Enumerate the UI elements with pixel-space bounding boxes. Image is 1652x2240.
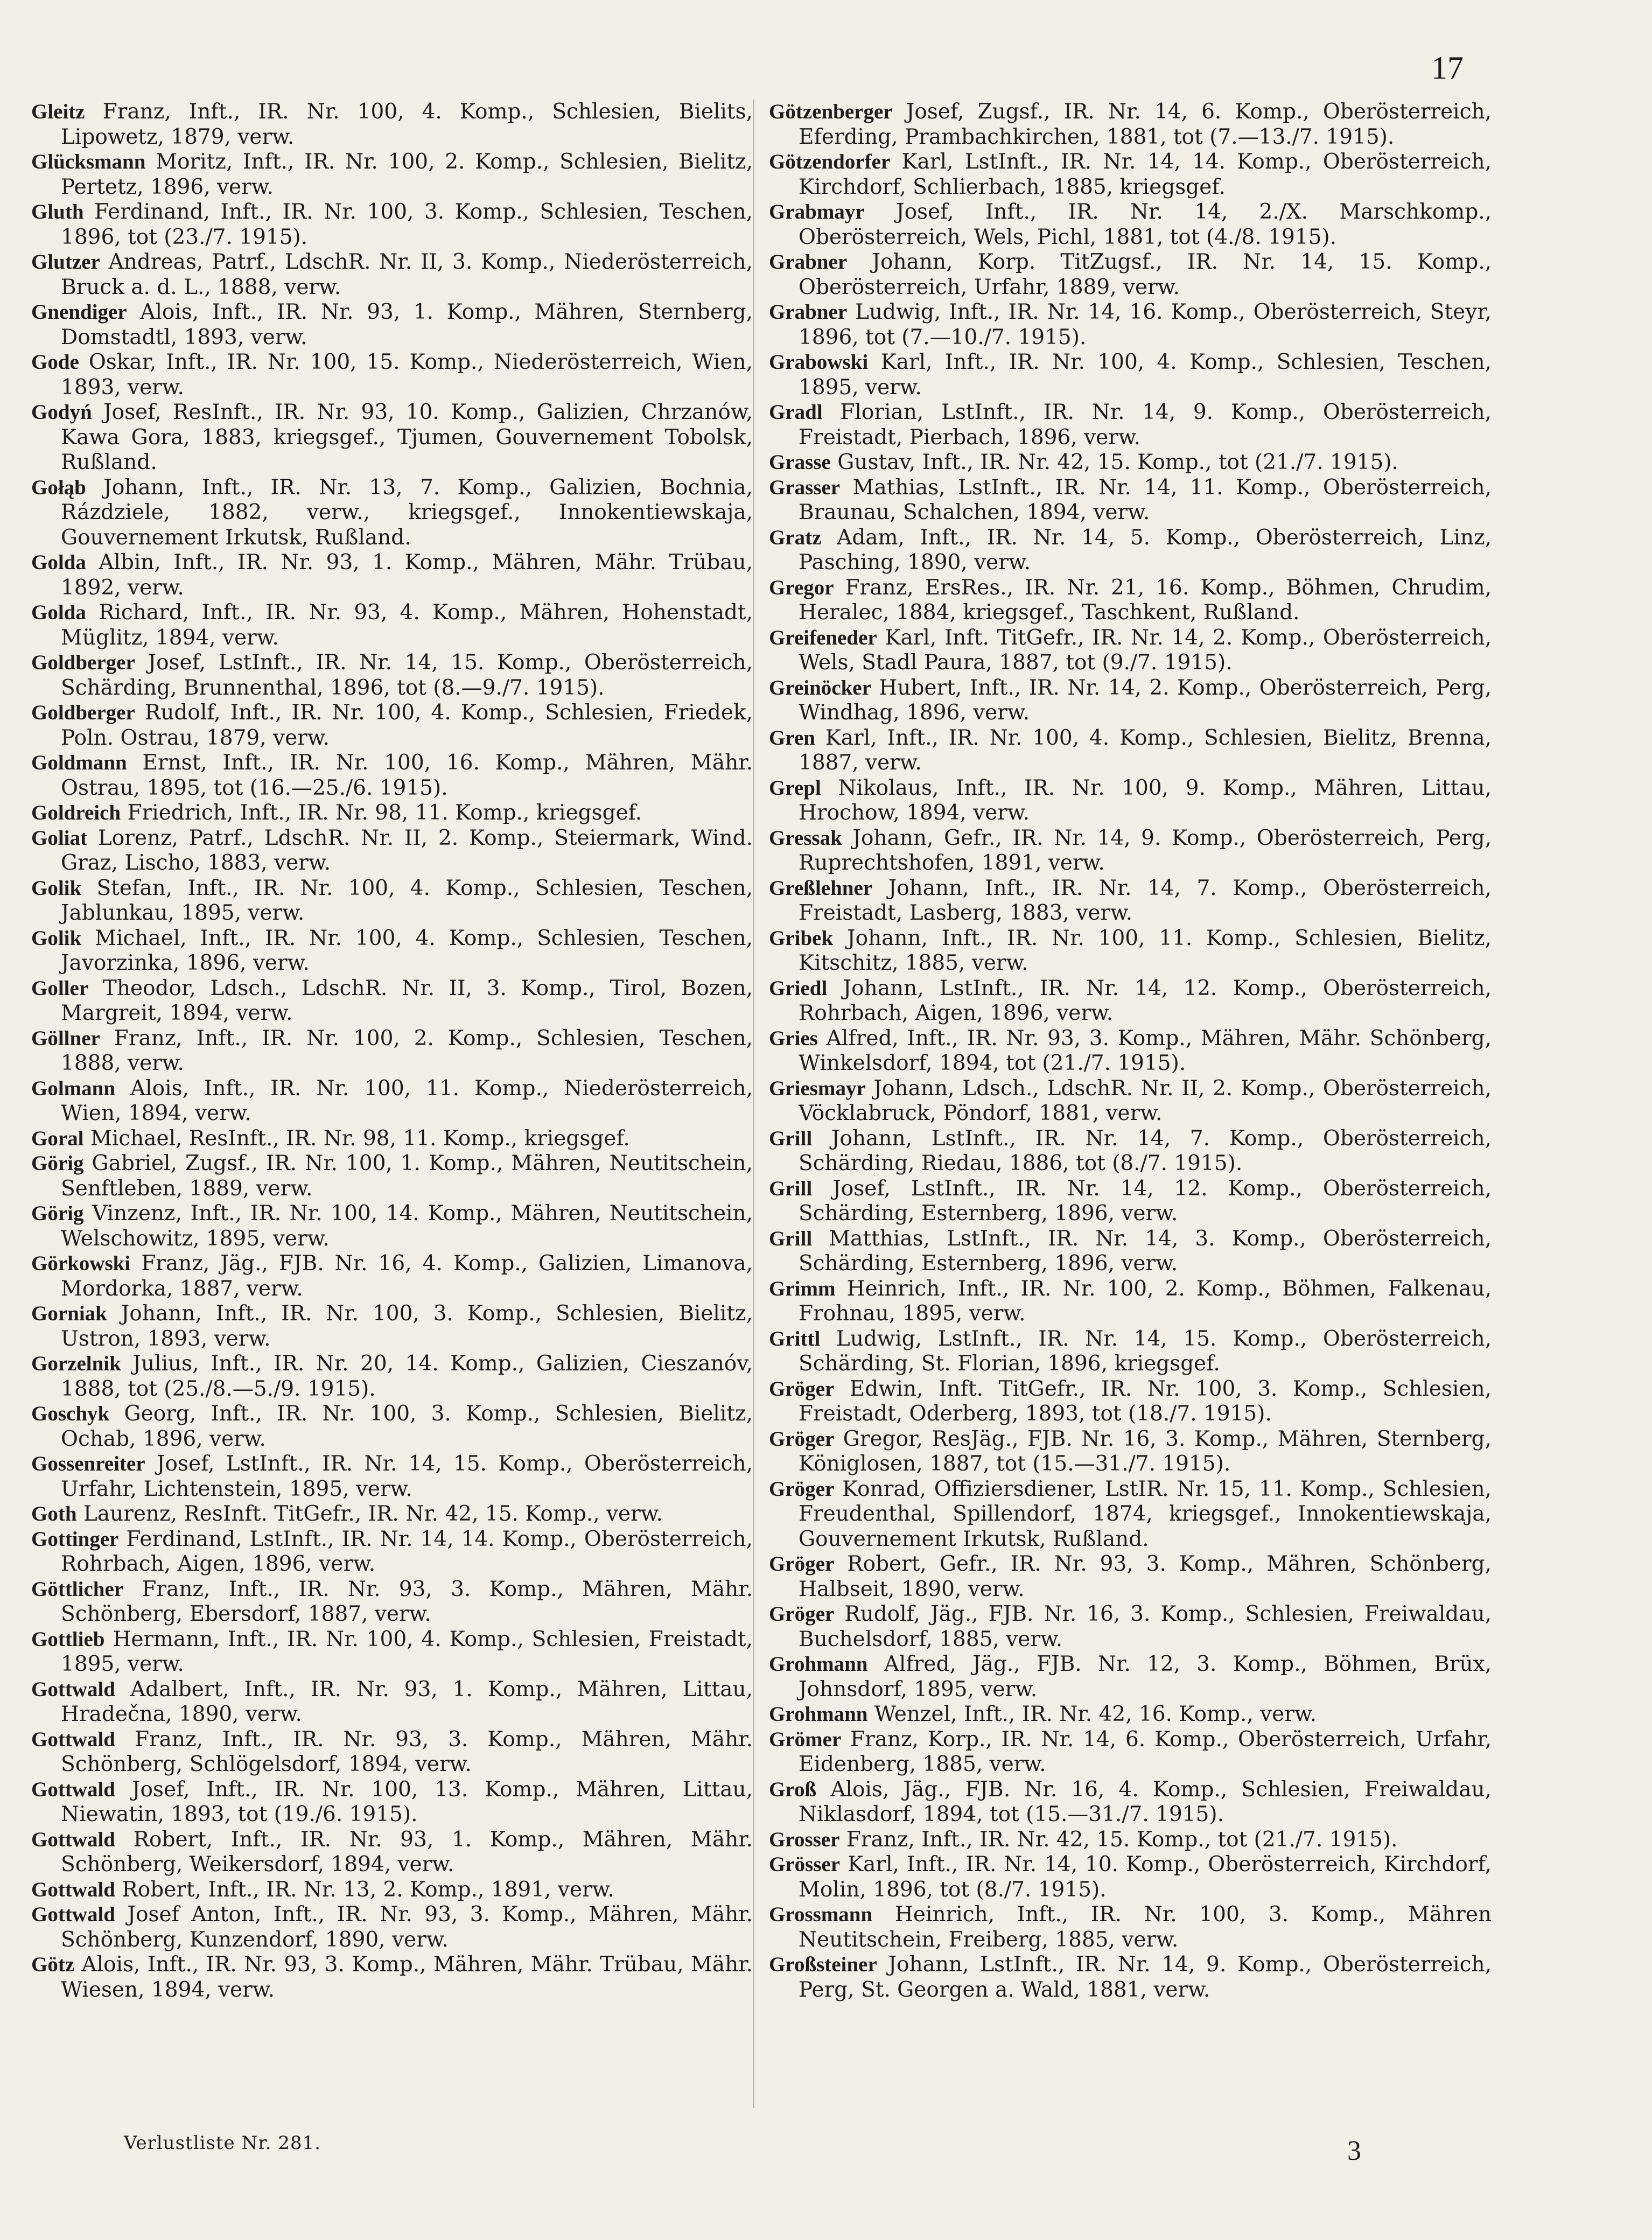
entry-surname: Golik: [31, 926, 82, 950]
casualty-entry: [31, 1577, 753, 1627]
footer-label: Verlustliste Nr.: [124, 2132, 272, 2154]
entry-surname: Golmann: [31, 1076, 116, 1100]
entry-surname: Gröger: [769, 1602, 835, 1626]
casualty-entry: [31, 1677, 753, 1727]
entry-surname: Gottwald: [31, 1727, 115, 1751]
entry-details: Ludwig, LstInft., IR. Nr. 14, 15. Komp., Oberösterreich, Schärding, St. Florian, 1896, kriegsgef.: [799, 1326, 1492, 1376]
entry-surname: Grabmayr: [769, 200, 865, 223]
entry-details: Ludwig, Inft., IR. Nr. 14, 16. Komp., Oberösterreich, Steyr, 1896, tot (7.—10./7. 1915).: [799, 300, 1492, 349]
entry-surname: Goschyk: [31, 1402, 110, 1425]
casualty-entry: [31, 1952, 753, 2003]
entry-surname: Gottwald: [31, 1878, 115, 1901]
entry-surname: Göttlicher: [31, 1577, 124, 1601]
entry-details: Michael, ResInft., IR. Nr. 98, 11. Komp., kriegsgef.: [90, 1126, 630, 1151]
entry-surname: Götzendorfer: [769, 150, 891, 173]
casualty-entry: [769, 1602, 1492, 1652]
casualty-entry: [769, 1552, 1492, 1602]
entry-details: Robert, Inft., IR. Nr. 93, 1. Komp., Mähren, Mähr. Schönberg, Weikersdorf, 1894, verw.: [61, 1827, 753, 1877]
entry-details: Moritz, Inft., IR. Nr. 100, 2. Komp., Schlesien, Bielitz, Pertetz, 1896, verw.: [61, 150, 753, 199]
casualty-entry: [31, 1251, 753, 1301]
entry-details: Alois, Inft., IR. Nr. 93, 3. Komp., Mähren, Mähr. Trübau, Mähr. Wiesen, 1894, verw.: [61, 1952, 753, 2002]
entry-details: Johann, LstInft., IR. Nr. 14, 9. Komp., Oberösterreich, Perg, St. Georgen a. Wald, 1881, verw.: [799, 1952, 1492, 2002]
casualty-entry: [31, 350, 753, 400]
casualty-entry: [31, 200, 753, 250]
entry-surname: Gottlieb: [31, 1627, 105, 1651]
entry-details: Florian, LstInft., IR. Nr. 14, 9. Komp., Oberösterreich, Freistadt, Pierbach, 1896, verw.: [799, 400, 1492, 450]
entry-details: Rudolf, Inft., IR. Nr. 100, 4. Komp., Schlesien, Friedek, Poln. Ostrau, 1879, verw.: [61, 701, 753, 750]
casualty-entry: [769, 1277, 1492, 1327]
entry-details: Alfred, Inft., IR. Nr. 93, 3. Komp., Mähren, Mähr. Schönberg, Winkelsdorf, 1894, tot (21./7. 1915).: [799, 1026, 1492, 1075]
entry-details: Heinrich, Inft., IR. Nr. 100, 3. Komp., Mähren Neutitschein, Freiberg, 1885, verw.: [799, 1902, 1492, 1952]
casualty-entry: [769, 676, 1492, 726]
casualty-entry: [769, 300, 1492, 350]
entry-surname: Grabner: [769, 300, 848, 324]
entry-details: Mathias, LstInft., IR. Nr. 14, 11. Komp., Oberösterreich, Braunau, Schalchen, 1894, verw.: [799, 475, 1492, 524]
entry-details: Wenzel, Inft., IR. Nr. 42, 16. Komp., verw.: [874, 1702, 1317, 1726]
entry-details: Richard, Inft., IR. Nr. 93, 4. Komp., Mähren, Hohenstadt, Müglitz, 1894, verw.: [61, 600, 753, 650]
entry-surname: Gode: [31, 351, 79, 374]
entry-surname: Grasse: [769, 451, 831, 474]
entry-surname: Golda: [31, 551, 86, 574]
entry-surname: Gottwald: [31, 1677, 115, 1701]
entry-details: Josef, Inft., IR. Nr. 14, 2./X. Marschkomp., Oberösterreich, Wels, Pichl, 1881, tot (4./8. 1915).: [799, 200, 1492, 249]
entry-details: Johann, Inft., IR. Nr. 100, 3. Komp., Schlesien, Bielitz, Ustron, 1893, verw.: [61, 1301, 753, 1351]
casualty-entry: [769, 1327, 1492, 1377]
casualty-entry: [31, 150, 753, 200]
casualty-entry: [769, 1828, 1492, 1853]
casualty-entry: [769, 726, 1492, 776]
footer-note: [124, 2132, 321, 2154]
entry-details: Johann, Korp. TitZugsf., IR. Nr. 14, 15. Komp., Oberösterreich, Urfahr, 1889, verw.: [799, 250, 1492, 299]
casualty-entry: [769, 1952, 1492, 2003]
casualty-entry: [769, 475, 1492, 526]
casualty-entry: [769, 826, 1492, 876]
entry-details: Robert, Inft., IR. Nr. 13, 2. Komp., 1891, verw.: [122, 1877, 614, 1902]
casualty-entry: [769, 876, 1492, 926]
entry-details: Franz, Korp., IR. Nr. 14, 6. Komp., Oberösterreich, Urfahr, Eidenberg, 1885, verw.: [799, 1727, 1492, 1776]
entry-details: Karl, Inft., IR. Nr. 100, 4. Komp., Schlesien, Bielitz, Brenna, 1887, verw.: [799, 725, 1492, 775]
entry-surname: Gren: [769, 726, 815, 750]
entry-surname: Greinöcker: [769, 676, 871, 699]
entry-details: Hubert, Inft., IR. Nr. 14, 2. Komp., Oberösterreich, Perg, Windhag, 1896, verw.: [799, 675, 1492, 725]
entry-details: Josef, LstInft., IR. Nr. 14, 15. Komp., Oberösterreich, Urfahr, Lichtenstein, 1895, verw.: [61, 1452, 753, 1501]
right-column: [769, 100, 1492, 2003]
entry-surname: Grittl: [769, 1327, 821, 1350]
casualty-entry: [31, 1527, 753, 1577]
entry-surname: Götz: [31, 1953, 75, 1976]
casualty-entry: [31, 801, 753, 826]
entry-details: Alois, Jäg., FJB. Nr. 16, 4. Komp., Schlesien, Freiwaldau, Niklasdorf, 1894, tot (15.—31./7. 1915).: [799, 1777, 1492, 1826]
casualty-entry: [769, 1026, 1492, 1076]
column-divider: [753, 100, 754, 2108]
casualty-entry: [31, 400, 753, 475]
casualty-entry: [31, 926, 753, 976]
entry-details: Edwin, Inft. TitGefr., IR. Nr. 100, 3. Komp., Schlesien, Freistadt, Oderberg, 1893, tot (18./7. 1915).: [799, 1376, 1492, 1426]
entry-surname: Golik: [31, 876, 82, 900]
entry-surname: Golda: [31, 601, 86, 624]
entry-surname: Grossmann: [769, 1903, 873, 1926]
casualty-entry: [31, 1502, 753, 1527]
casualty-entry: [31, 650, 753, 701]
casualty-entry: [769, 1777, 1492, 1828]
casualty-entry: [31, 100, 753, 150]
entry-surname: Goliat: [31, 826, 87, 850]
left-column: [31, 100, 753, 2003]
entry-surname: Glutzer: [31, 250, 100, 274]
entry-details: Josef, LstInft., IR. Nr. 14, 15. Komp., Oberösterreich, Schärding, Brunnenthal, 1896, tot (8.—9./7. 1915).: [61, 650, 753, 700]
entry-surname: Gossenreiter: [31, 1452, 145, 1475]
entry-surname: Grepl: [769, 776, 821, 800]
casualty-entry: [769, 150, 1492, 200]
casualty-entry: [31, 751, 753, 801]
entry-surname: Großsteiner: [769, 1953, 877, 1976]
casualty-entry: [769, 1652, 1492, 1702]
entry-surname: Grill: [769, 1177, 813, 1200]
casualty-entry: [31, 550, 753, 600]
sheet-mark: 3: [1347, 2136, 1361, 2166]
entry-details: Alois, Inft., IR. Nr. 93, 1. Komp., Mähren, Sternberg, Domstadtl, 1893, verw.: [61, 300, 753, 349]
casualty-entry: [31, 1777, 753, 1828]
entry-surname: Gröger: [769, 1377, 835, 1401]
entry-surname: Grill: [769, 1227, 813, 1250]
entry-details: Franz, Inft., IR. Nr. 93, 3. Komp., Mähren, Mähr. Schönberg, Schlögelsdorf, 1894, verw.: [61, 1727, 753, 1776]
casualty-entry: [769, 1377, 1492, 1427]
entry-details: Gustav, Inft., IR. Nr. 42, 15. Komp., tot (21./7. 1915).: [837, 450, 1398, 474]
entry-details: Heinrich, Inft., IR. Nr. 100, 2. Komp., Böhmen, Falkenau, Frohnau, 1895, verw.: [799, 1276, 1492, 1326]
casualty-entry: [31, 1727, 753, 1777]
entry-details: Alois, Inft., IR. Nr. 100, 11. Komp., Niederösterreich, Wien, 1894, verw.: [61, 1076, 753, 1125]
entry-surname: Greßlehner: [769, 876, 873, 900]
entry-surname: Gnendiger: [31, 300, 127, 324]
entry-surname: Gressak: [769, 826, 842, 850]
casualty-entry: [769, 350, 1492, 400]
footer-number: 281.: [278, 2132, 321, 2154]
entry-surname: Godyń: [31, 401, 92, 424]
entry-surname: Glücksmann: [31, 150, 146, 173]
entry-details: Julius, Inft., IR. Nr. 20, 14. Komp., Galizien, Cieszanóv, 1888, tot (25./8.—5./9. 1915).: [61, 1352, 753, 1401]
entry-details: Konrad, Offiziersdiener, LstIR. Nr. 15, 11. Komp., Schlesien, Freudenthal, Spillendorf, 1874, kriegsgef., Innokentiewskaja, Gouvernement Irkutsk, Rußland.: [799, 1476, 1492, 1551]
entry-surname: Grömer: [769, 1727, 842, 1751]
entry-details: Oskar, Inft., IR. Nr. 100, 15. Komp., Niederösterreich, Wien, 1893, verw.: [61, 350, 753, 400]
entry-details: Johann, LstInft., IR. Nr. 14, 7. Komp., Oberösterreich, Schärding, Riedau, 1886, tot (8./7. 1915).: [799, 1126, 1492, 1175]
entry-surname: Gołąb: [31, 475, 86, 499]
entry-surname: Gröger: [769, 1427, 835, 1451]
casualty-entry: [31, 1201, 753, 1251]
casualty-entry: [769, 776, 1492, 826]
entry-surname: Götzenberger: [769, 100, 893, 123]
entry-details: Alfred, Jäg., FJB. Nr. 12, 3. Komp., Böhmen, Brüx, Johnsdorf, 1895, verw.: [799, 1652, 1492, 1702]
entry-details: Friedrich, Inft., IR. Nr. 98, 11. Komp., kriegsgef.: [127, 801, 642, 825]
entry-details: Karl, LstInft., IR. Nr. 14, 14. Komp., Oberösterreich, Kirchdorf, Schlierbach, 1885, kriegsgef.: [799, 150, 1492, 199]
casualty-entry: [769, 100, 1492, 150]
casualty-entry: [769, 250, 1492, 300]
entry-details: Lorenz, Patrf., LdschR. Nr. II, 2. Komp., Steiermark, Wind. Graz, Lischo, 1883, verw.: [61, 825, 753, 875]
casualty-entry: [31, 1301, 753, 1352]
entry-surname: Goldreich: [31, 801, 121, 824]
casualty-entry: [31, 250, 753, 300]
entry-surname: Groß: [769, 1777, 817, 1801]
entry-details: Georg, Inft., IR. Nr. 100, 3. Komp., Schlesien, Bielitz, Ochab, 1896, verw.: [61, 1402, 753, 1451]
entry-surname: Griesmayr: [769, 1076, 866, 1100]
casualty-entry: [769, 1177, 1492, 1227]
casualty-entry: [769, 1852, 1492, 1902]
entry-details: Robert, Gefr., IR. Nr. 93, 3. Komp., Mähren, Schönberg, Halbseit, 1890, verw.: [799, 1552, 1492, 1601]
casualty-entry: [31, 876, 753, 926]
entry-details: Johann, Inft., IR. Nr. 14, 7. Komp., Oberösterreich, Freistadt, Lasberg, 1883, verw.: [799, 876, 1492, 925]
casualty-entry: [31, 1878, 753, 1903]
casualty-entry: [769, 450, 1492, 475]
entry-surname: Grabowski: [769, 351, 869, 374]
entry-surname: Goldmann: [31, 751, 127, 774]
casualty-entry: [31, 1076, 753, 1126]
casualty-entry: [31, 701, 753, 751]
entry-details: Franz, Inft., IR. Nr. 100, 2. Komp., Schlesien, Teschen, 1888, verw.: [61, 1026, 753, 1075]
casualty-entry: [31, 475, 753, 551]
casualty-entry: [31, 300, 753, 350]
entry-surname: Goller: [31, 976, 89, 1000]
entry-surname: Goldberger: [31, 701, 135, 724]
casualty-entry: [31, 600, 753, 650]
entry-surname: Greifeneder: [769, 626, 877, 649]
entry-details: Michael, Inft., IR. Nr. 100, 4. Komp., Schlesien, Teschen, Javorzinka, 1896, verw.: [61, 926, 753, 975]
casualty-entry: [769, 926, 1492, 976]
entry-details: Vinzenz, Inft., IR. Nr. 100, 14. Komp., Mähren, Neutitschein, Welschowitz, 1895, verw.: [61, 1201, 753, 1251]
casualty-entry: [31, 826, 753, 876]
entry-details: Johann, Ldsch., LdschR. Nr. II, 2. Komp., Oberösterreich, Vöcklabruck, Pöndorf, 1881, verw.: [799, 1076, 1492, 1125]
entry-details: Karl, Inft., IR. Nr. 100, 4. Komp., Schlesien, Teschen, 1895, verw.: [799, 350, 1492, 400]
entry-surname: Gröger: [769, 1552, 835, 1576]
entry-details: Ferdinand, LstInft., IR. Nr. 14, 14. Komp., Oberösterreich, Rohrbach, Aigen, 1896, verw.: [61, 1527, 753, 1576]
entry-surname: Görig: [31, 1202, 84, 1225]
casualty-entry: [769, 1126, 1492, 1177]
casualty-entry: [31, 1352, 753, 1402]
entry-details: Theodor, Ldsch., LdschR. Nr. II, 3. Komp., Tirol, Bozen, Margreit, 1894, verw.: [61, 976, 753, 1025]
entry-details: Johann, Gefr., IR. Nr. 14, 9. Komp., Oberösterreich, Perg, Ruprechtshofen, 1891, verw.: [799, 825, 1492, 875]
casualty-entry: [31, 1402, 753, 1452]
entry-surname: Görig: [31, 1152, 84, 1175]
entry-surname: Gluth: [31, 200, 84, 223]
entry-details: Gregor, ResJäg., FJB. Nr. 16, 3. Komp., Mähren, Sternberg, Königlosen, 1887, tot (15.—31./7. 1915).: [799, 1426, 1492, 1476]
entry-surname: Gribek: [769, 926, 834, 950]
entry-details: Gabriel, Zugsf., IR. Nr. 100, 1. Komp., Mähren, Neutitschein, Senftleben, 1889, verw.: [61, 1151, 753, 1201]
entry-details: Josef, LstInft., IR. Nr. 14, 12. Komp., Oberösterreich, Schärding, Esternberg, 1896, verw.: [799, 1176, 1492, 1226]
casualty-entry: [31, 1026, 753, 1076]
entry-surname: Göllner: [31, 1026, 100, 1050]
casualty-entry: [31, 1828, 753, 1878]
entry-surname: Gottwald: [31, 1828, 115, 1851]
entry-details: Rudolf, Jäg., FJB. Nr. 16, 3. Komp., Schlesien, Freiwaldau, Buchelsdorf, 1885, verw.: [799, 1602, 1492, 1651]
casualty-entry: [769, 1477, 1492, 1552]
entry-details: Franz, Inft., IR. Nr. 42, 15. Komp., tot (21./7. 1915).: [846, 1827, 1398, 1852]
casualty-entry: [31, 1902, 753, 1952]
casualty-entry: [31, 1151, 753, 1201]
entry-surname: Gregor: [769, 576, 834, 599]
entry-details: Johann, Inft., IR. Nr. 13, 7. Komp., Galizien, Bochnia, Rázdziele, 1882, verw., kriegsgef., Innokentiewskaja, Gouvernement Irkutsk, Rußland.: [61, 475, 753, 550]
casualty-entry: [769, 576, 1492, 626]
entry-surname: Grasser: [769, 475, 841, 499]
casualty-entry: [769, 1727, 1492, 1777]
entry-details: Ernst, Inft., IR. Nr. 100, 16. Komp., Mähren, Mähr. Ostrau, 1895, tot (16.—25./6. 1915).: [61, 751, 753, 800]
entry-details: Franz, Inft., IR. Nr. 93, 3. Komp., Mähren, Mähr. Schönberg, Ebersdorf, 1887, verw.: [61, 1577, 753, 1626]
entry-details: Albin, Inft., IR. Nr. 93, 1. Komp., Mähren, Mähr. Trübau, 1892, verw.: [61, 550, 753, 600]
entry-details: Stefan, Inft., IR. Nr. 100, 4. Komp., Schlesien, Teschen, Jablunkau, 1895, verw.: [61, 876, 753, 925]
entry-surname: Grill: [769, 1126, 813, 1150]
entry-surname: Goral: [31, 1126, 84, 1150]
entry-surname: Gries: [769, 1026, 818, 1050]
entry-details: Johann, Inft., IR. Nr. 100, 11. Komp., Schlesien, Bielitz, Kitschitz, 1885, verw.: [799, 926, 1492, 975]
casualty-entry: [769, 1227, 1492, 1277]
casualty-entry: [769, 1702, 1492, 1727]
entry-surname: Gratz: [769, 526, 822, 549]
entry-surname: Griedl: [769, 976, 828, 1000]
casualty-entry: [769, 200, 1492, 250]
entry-surname: Goth: [31, 1502, 77, 1525]
entry-surname: Goldberger: [31, 651, 135, 674]
entry-details: Josef, Inft., IR. Nr. 100, 13. Komp., Mähren, Littau, Niewatin, 1893, tot (19./6. 1915).: [61, 1777, 753, 1826]
entry-surname: Görkowski: [31, 1252, 131, 1275]
entry-surname: Gorniak: [31, 1302, 107, 1325]
casualty-entry: [31, 1627, 753, 1677]
entry-details: Adam, Inft., IR. Nr. 14, 5. Komp., Oberösterreich, Linz, Pasching, 1890, verw.: [799, 525, 1492, 575]
casualty-entry: [31, 1126, 753, 1152]
casualty-entry: [769, 626, 1492, 676]
entry-details: Josef Anton, Inft., IR. Nr. 93, 3. Komp., Mähren, Mähr. Schönberg, Kunzendorf, 1890, verw.: [61, 1902, 753, 1952]
entry-surname: Grohmann: [769, 1653, 868, 1676]
entry-details: Franz, ErsRes., IR. Nr. 21, 16. Komp., Böhmen, Chrudim, Heralec, 1884, kriegsgef., Taschkent, Rußland.: [799, 575, 1492, 625]
entry-surname: Gottwald: [31, 1903, 115, 1926]
casualty-entry: [31, 1452, 753, 1502]
entry-details: Adalbert, Inft., IR. Nr. 93, 1. Komp., Mähren, Littau, Hradečna, 1890, verw.: [61, 1677, 753, 1726]
entry-details: Franz, Inft., IR. Nr. 100, 4. Komp., Schlesien, Bielits, Lipowetz, 1879, verw.: [61, 100, 753, 149]
entry-surname: Grabner: [769, 250, 848, 274]
entry-surname: Gradl: [769, 401, 823, 424]
page-number: 17: [1431, 50, 1464, 86]
entry-details: Andreas, Patrf., LdschR. Nr. II, 3. Komp., Niederösterreich, Bruck a. d. L., 1888, verw.: [61, 250, 753, 299]
entry-surname: Gröger: [769, 1477, 835, 1501]
entry-surname: Grimm: [769, 1277, 836, 1300]
entry-surname: Grohmann: [769, 1703, 868, 1726]
casualty-entry: [769, 976, 1492, 1026]
entry-surname: Gorzelnik: [31, 1352, 121, 1375]
casualty-entry: [31, 976, 753, 1026]
casualty-entry: [769, 1427, 1492, 1477]
entry-details: Laurenz, ResInft. TitGefr., IR. Nr. 42, 15. Komp., verw.: [83, 1502, 663, 1526]
entry-details: Nikolaus, Inft., IR. Nr. 100, 9. Komp., Mähren, Littau, Hrochow, 1894, verw.: [799, 775, 1492, 825]
entry-details: Karl, Inft., IR. Nr. 14, 10. Komp., Oberösterreich, Kirchdorf, Molin, 1896, tot (8./7. 1915).: [799, 1852, 1492, 1902]
entry-details: Josef, Zugsf., IR. Nr. 14, 6. Komp., Oberösterreich, Eferding, Prambachkirchen, 1881, tot (7.—13./7. 1915).: [799, 100, 1492, 149]
entry-surname: Grosser: [769, 1828, 840, 1851]
entry-details: Franz, Jäg., FJB. Nr. 16, 4. Komp., Galizien, Limanova, Mordorka, 1887, verw.: [61, 1251, 753, 1301]
entry-details: Johann, LstInft., IR. Nr. 14, 12. Komp., Oberösterreich, Rohrbach, Aigen, 1896, verw.: [799, 976, 1492, 1025]
entry-details: Hermann, Inft., IR. Nr. 100, 4. Komp., Schlesien, Freistadt, 1895, verw.: [61, 1627, 753, 1676]
casualty-entry: [769, 400, 1492, 450]
casualty-entry: [769, 1902, 1492, 1952]
casualty-entry: [769, 526, 1492, 576]
entry-surname: Gottwald: [31, 1777, 115, 1801]
entry-details: Ferdinand, Inft., IR. Nr. 100, 3. Komp., Schlesien, Teschen, 1896, tot (23./7. 1915).: [61, 200, 753, 249]
entry-surname: Gleitz: [31, 100, 85, 123]
casualty-entry: [769, 1076, 1492, 1126]
entry-details: Matthias, LstInft., IR. Nr. 14, 3. Komp., Oberösterreich, Schärding, Esternberg, 1896, verw.: [799, 1226, 1492, 1276]
entry-surname: Grösser: [769, 1853, 841, 1876]
entry-surname: Gottinger: [31, 1527, 119, 1551]
entry-details: Karl, Inft. TitGefr., IR. Nr. 14, 2. Komp., Oberösterreich, Wels, Stadl Paura, 1887, tot (9./7. 1915).: [799, 625, 1492, 675]
entry-details: Josef, ResInft., IR. Nr. 93, 10. Komp., Galizien, Chrzanów, Kawa Gora, 1883, kriegsgef., Tjumen, Gouvernement Tobolsk, Rußland.: [61, 400, 753, 474]
